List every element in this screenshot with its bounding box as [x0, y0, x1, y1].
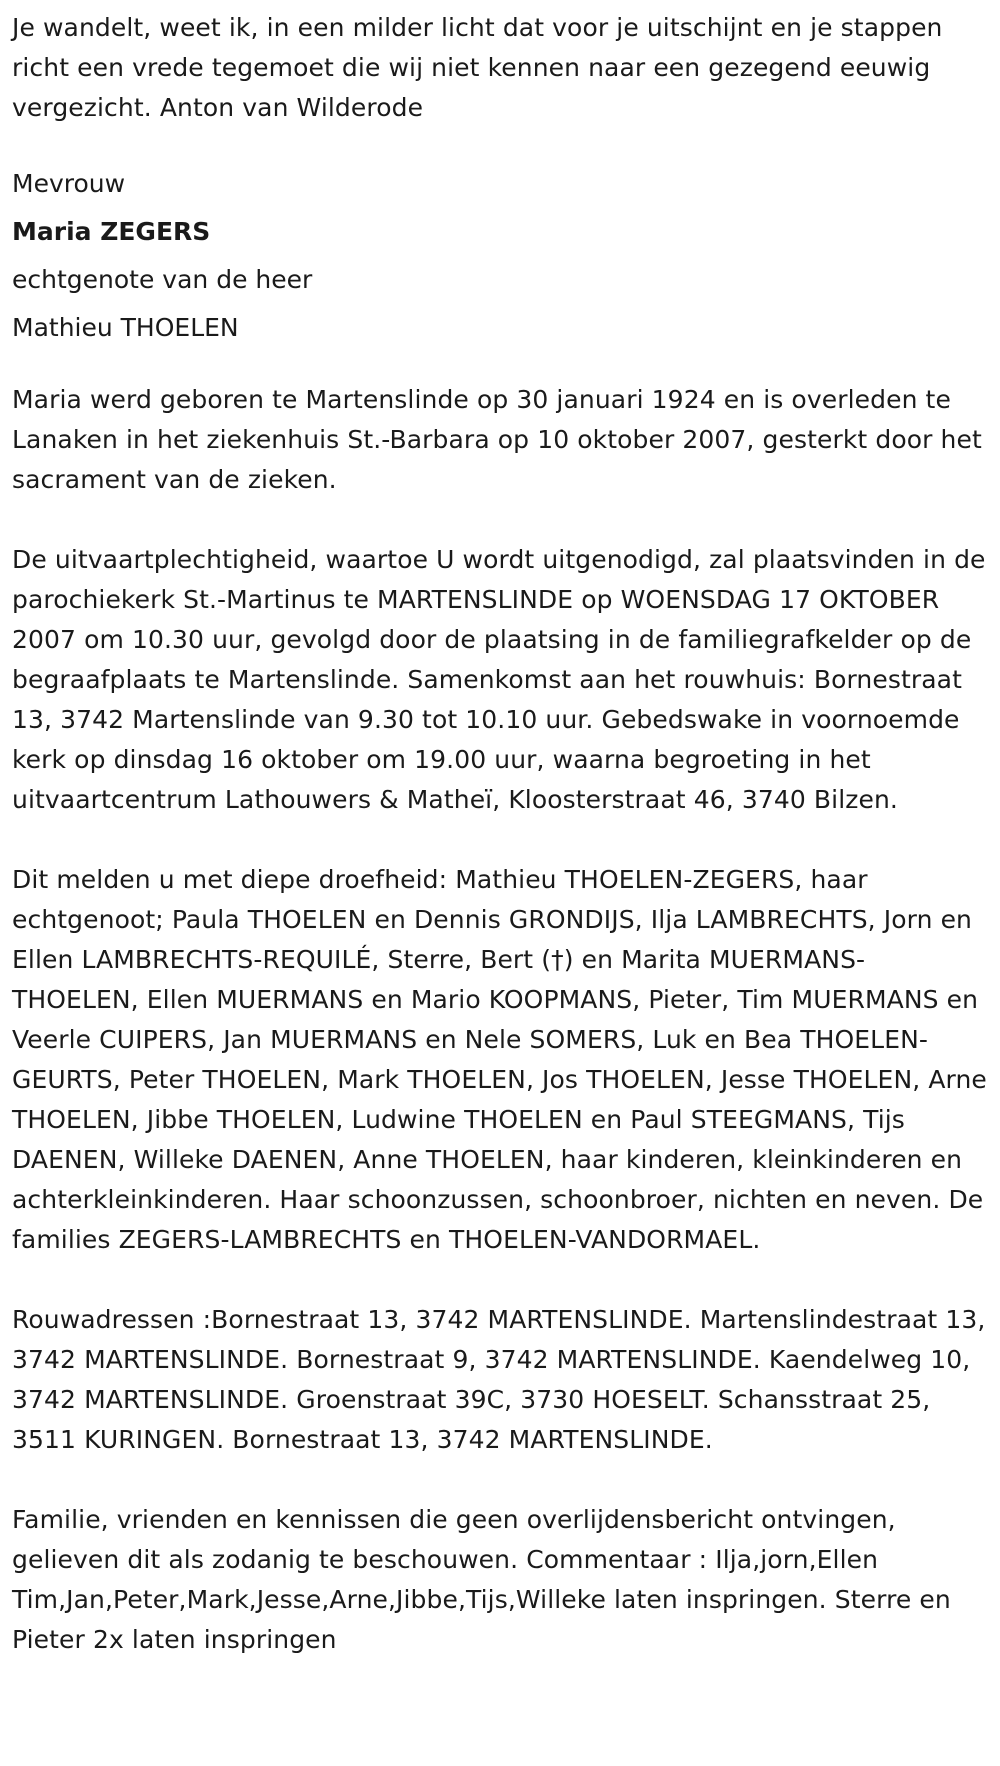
- spacer: [12, 820, 988, 860]
- spouse-line: echtgenote van de heer: [12, 265, 313, 294]
- spacer: [12, 500, 988, 540]
- family-paragraph: Dit melden u met diepe droefheid: Mathieu THOELEN-ZEGERS, haar echtgenoot; Paula THOELEN en Dennis GRONDIJS, Ilja LAMBRECHTS, Jorn en Ellen LAMBRECHTS-REQUILÉ, Sterre, Bert (†) en Marita MUERMANS-THOELEN, Ellen MUERMANS en Mario KOOPMANS, Pieter, Tim MUERMANS en Veerle CUIPERS, Jan MUERMANS en Nele SOMERS, Luk en Bea THOELEN-GEURTS, Peter THOELEN, Mark THOELEN, Jos THOELEN, Jesse THOELEN, Arne THOELEN, Jibbe THOELEN, Ludwine THOELEN en Paul STEEGMANS, Tijs DAENEN, Willeke DAENEN, Anne THOELEN, haar kinderen, kleinkinderen en achterkleinkinderen. Haar schoonzussen, schoonbroer, nichten en neven. De families ZEGERS-LAMBRECHTS en THOELEN-VANDORMAEL.: [12, 865, 987, 1254]
- addresses-paragraph: Rouwadressen :Bornestraat 13, 3742 MARTENSLINDE. Martenslindestraat 13, 3742 MARTENSLINDE. Bornestraat 9, 3742 MARTENSLINDE. Kaendelweg 10, 3742 MARTENSLINDE. Groenstraat 39C, 3730 HOESELT. Schansstraat 25, 3511 KURINGEN. Bornestraat 13, 3742 MARTENSLINDE.: [12, 1305, 986, 1454]
- salutation: Mevrouw: [12, 169, 126, 198]
- spacer: [12, 1260, 988, 1300]
- spacer: [12, 1460, 988, 1500]
- closing-paragraph: Familie, vrienden en kennissen die geen overlijdensbericht ontvingen, gelieven dit als zodanig te beschouwen. Commentaar : Ilja,jorn,Ellen Tim,Jan,Peter,Mark,Jesse,Arne,Jibbe,Tijs,Willeke laten inspringen. Sterre en Pieter 2x laten inspringen: [12, 1505, 951, 1654]
- deceased-name: Maria ZEGERS: [12, 217, 211, 246]
- spacer: [12, 352, 988, 380]
- spouse-name: Mathieu THOELEN: [12, 313, 239, 342]
- name-block: [12, 160, 988, 352]
- quote-paragraph: Je wandelt, weet ik, in een milder licht dat voor je uitschijnt en je stappen richt een vrede tegemoet die wij niet kennen naar een gezegend eeuwig vergezicht. Anton van Wilderode: [12, 13, 943, 122]
- ceremony-paragraph: De uitvaartplechtigheid, waartoe U wordt uitgenodigd, zal plaatsvinden in de parochiekerk St.-Martinus te MARTENSLINDE op WOENSDAG 17 OKTOBER 2007 om 10.30 uur, gevolgd door de plaatsing in de familiegrafkelder op de begraafplaats te Martenslinde. Samenkomst aan het rouwhuis: Bornestraat 13, 3742 Martenslinde van 9.30 tot 10.10 uur. Gebedswake in voornoemde kerk op dinsdag 16 oktober om 19.00 uur, waarna begroeting in het uitvaartcentrum Lathouwers & Matheï, Kloosterstraat 46, 3740 Bilzen.: [12, 545, 986, 814]
- birth-death-paragraph: Maria werd geboren te Martenslinde op 30 januari 1924 en is overleden te Lanaken in het ziekenhuis St.-Barbara op 10 oktober 2007, gesterkt door het sacrament van de zieken.: [12, 385, 982, 494]
